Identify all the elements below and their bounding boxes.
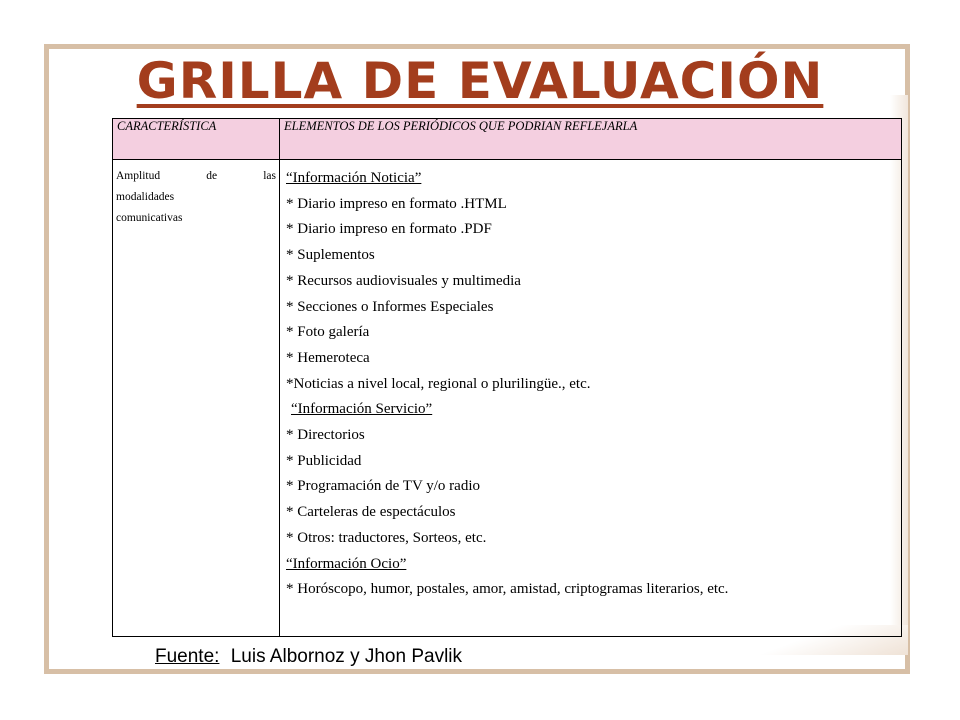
characteristic-line-2: modalidades (116, 191, 175, 203)
characteristic-line-3: comunicativas (116, 212, 183, 224)
section-heading-ocio (286, 552, 895, 578)
header-characteristic: CARACTERÍSTICA (113, 119, 280, 160)
list-item: * Hemeroteca (286, 349, 370, 366)
table-header-row (113, 119, 902, 160)
characteristic-word: las (263, 170, 276, 182)
list-item: * Publicidad (286, 452, 362, 469)
header-elements: ELEMENTOS DE LOS PERIÓDICOS QUE PODRIAN REFLEJARLA (280, 119, 902, 160)
slide-title (0, 52, 960, 110)
section-heading-servicio (286, 397, 895, 423)
list-item: * Directorios (286, 427, 365, 444)
slide-title-text: GRILLA DE EVALUACIÓN (136, 52, 824, 110)
source-citation (155, 646, 462, 668)
list-item: * Programación de TV y/o radio (286, 478, 480, 495)
list-item: *Noticias a nivel local, regional o plurilingüe., etc. (286, 375, 591, 392)
characteristic-line-1 (116, 166, 276, 187)
list-item: * Diario impreso en formato .HTML (286, 195, 507, 212)
section-heading-noticia: “Información Noticia” (286, 170, 422, 186)
section-heading-servicio-text: “Información Servicio” (291, 401, 433, 418)
source-value: Luis Albornoz y Jhon Pavlik (230, 646, 463, 667)
characteristic-cell (113, 160, 280, 637)
list-item: * Diario impreso en formato .PDF (286, 221, 492, 238)
list-item: * Secciones o Informes Especiales (286, 298, 494, 315)
elements-cell (280, 160, 902, 637)
list-item: * Foto galería (286, 324, 370, 341)
table-row (113, 160, 902, 637)
evaluation-grid-table (112, 118, 902, 637)
list-item: * Horóscopo, humor, postales, amor, amistad, criptogramas literarios, etc. (286, 581, 729, 598)
section-heading-ocio-text: “Información Ocio” (286, 555, 407, 572)
list-item: * Otros: traductores, Sorteos, etc. (286, 529, 487, 546)
characteristic-word: de (206, 170, 218, 182)
list-item: * Carteleras de espectáculos (286, 504, 456, 521)
characteristic-word: Amplitud (116, 170, 161, 182)
list-item: * Recursos audiovisuales y multimedia (286, 272, 521, 289)
list-item: * Suplementos (286, 247, 375, 264)
source-label: Fuente: (155, 646, 220, 667)
